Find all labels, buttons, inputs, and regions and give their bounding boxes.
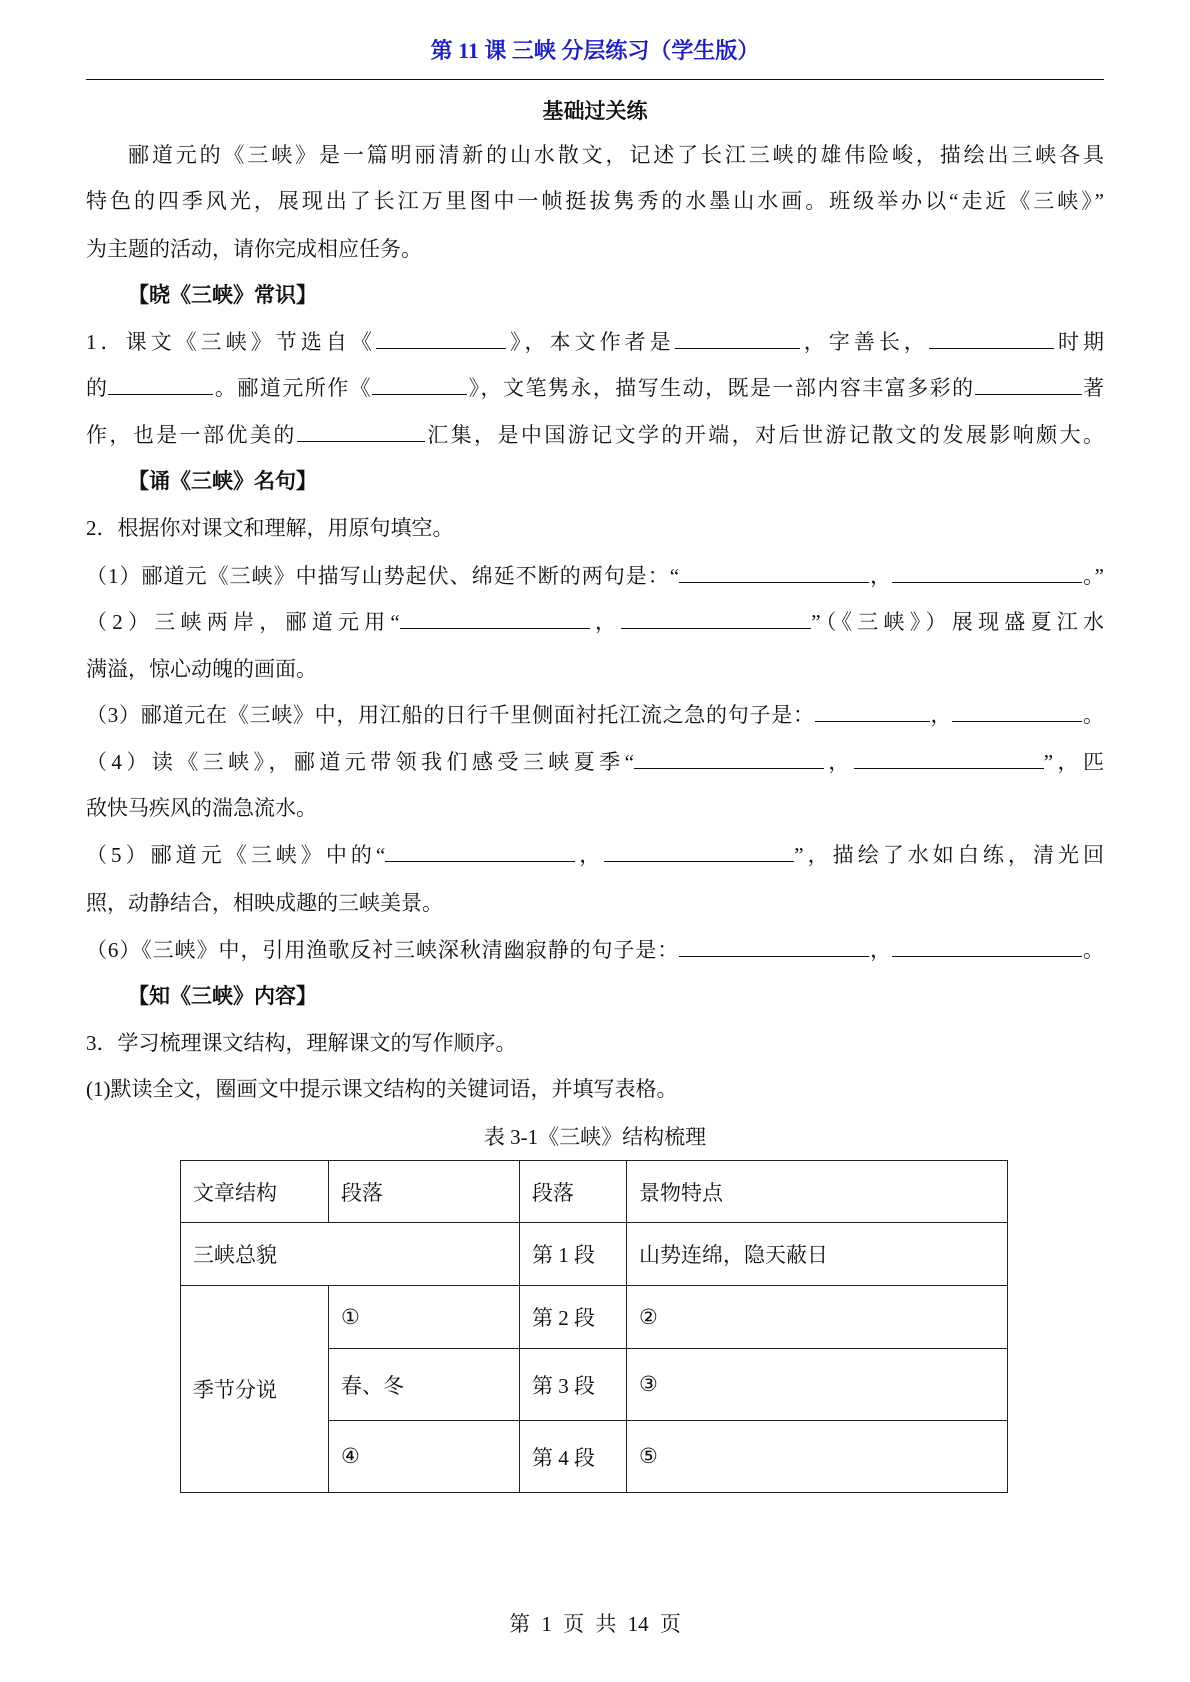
header-cell: 段落: [520, 1161, 627, 1223]
season-cell[interactable]: ①: [329, 1286, 520, 1349]
intro-line: 为主题的活动，请你完成相应任务。: [86, 237, 422, 261]
answer-blank[interactable]: [372, 374, 467, 395]
exercise-line: [86, 328, 1104, 356]
exercise-line: [86, 794, 1104, 822]
line-text: 【知《三峡》内容】: [128, 984, 317, 1008]
intro-line: 郦道元的《三峡》是一篇明丽清新的山水散文，记述了长江三峡的雄伟险峻，描绘出三峡各具: [128, 143, 1104, 167]
line-text: ，: [575, 843, 605, 867]
exercise-line: [86, 841, 1104, 869]
answer-blank[interactable]: [385, 841, 575, 862]
header-cell: 景物特点: [627, 1161, 1008, 1223]
paragraph-cell: 第 4 段: [520, 1421, 627, 1493]
answer-blank[interactable]: [400, 608, 590, 629]
answer-blank[interactable]: [604, 841, 794, 862]
line-text: （3）郦道元在《三峡》中，用江船的日行千里侧面衬托江流之急的句子是：: [86, 703, 815, 727]
answer-blank[interactable]: [854, 748, 1044, 769]
line-text: 》，文笔隽永，描写生动，既是一部内容丰富多彩的: [467, 376, 975, 400]
document-title: 第 11 课 三峡 分层练习（学生版）: [430, 38, 760, 63]
answer-blank[interactable]: [108, 374, 213, 395]
line-text: ，: [869, 564, 893, 588]
feature-cell[interactable]: ②: [627, 1286, 1008, 1349]
line-text: 敌快马疾风的湍急流水。: [86, 796, 317, 820]
line-text: 【诵《三峡》名句】: [128, 469, 317, 493]
line-text: ”，匹: [1043, 750, 1104, 774]
line-text: （4）读《三峡》，郦道元带领我们感受三峡夏季“: [86, 750, 634, 774]
table-row: [181, 1223, 1008, 1286]
line-text: ，: [929, 703, 953, 727]
table-row: [181, 1286, 1008, 1349]
line-text: (1)默读全文，圈画文中提示课文结构的关键词语，并填写表格。: [86, 1077, 678, 1101]
line-text: ”，描绘了水如白练，清光回: [794, 843, 1104, 867]
subsection-heading: [128, 467, 1146, 495]
structure-table: [180, 1160, 1008, 1493]
feature-cell: 山势连绵，隐天蔽日: [627, 1223, 1008, 1286]
line-text: （1）郦道元《三峡》中描写山势起伏、绵延不断的两句是：“: [86, 564, 680, 588]
line-text: ，: [589, 610, 622, 634]
answer-blank[interactable]: [621, 608, 811, 629]
line-text: 照，动静结合，相映成趣的三峡美景。: [86, 891, 443, 915]
answer-blank[interactable]: [297, 421, 425, 442]
answer-blank[interactable]: [975, 374, 1082, 395]
answer-blank[interactable]: [929, 328, 1054, 349]
line-text: 的: [86, 376, 109, 400]
season-cell[interactable]: ④: [329, 1421, 520, 1493]
season-cell: 春、冬: [329, 1349, 520, 1421]
page-footer: 第 1 页 共 14 页: [509, 1612, 681, 1636]
structure-cell: 三峡总貌: [181, 1223, 520, 1286]
table-header-row: [181, 1161, 1008, 1223]
line-text: ，字善长，: [799, 330, 929, 354]
exercise-line: [86, 936, 1104, 964]
line-text: 。: [1082, 938, 1104, 962]
line-text: ，: [869, 938, 893, 962]
answer-blank[interactable]: [376, 328, 506, 349]
line-text: 【晓《三峡》常识】: [128, 283, 317, 307]
answer-blank[interactable]: [679, 936, 869, 957]
line-text: 。”: [1082, 564, 1104, 588]
line-text: 》，本文作者是: [505, 330, 675, 354]
exercise-line: [86, 608, 1104, 636]
line-text: 2．根据你对课文和理解，用原句填空。: [86, 516, 454, 540]
exercise-line: [86, 514, 1104, 542]
header-cell: 段落: [329, 1161, 520, 1223]
line-text: （6）《三峡》中，引用渔歌反衬三峡深秋清幽寂静的句子是：: [86, 938, 680, 962]
exercise-line: [86, 889, 1104, 917]
line-text: 1．课文《三峡》节选自《: [86, 330, 376, 354]
paragraph-cell: 第 3 段: [520, 1349, 627, 1421]
subsection-heading: [128, 982, 1146, 1010]
exercise-line: [86, 655, 1104, 683]
line-text: 著: [1081, 376, 1104, 400]
exercise-line: [86, 562, 1104, 590]
paragraph-cell: 第 1 段: [520, 1223, 627, 1286]
feature-cell[interactable]: ③: [627, 1349, 1008, 1421]
line-text: 作，也是一部优美的: [86, 423, 297, 447]
answer-blank[interactable]: [815, 701, 930, 722]
answer-blank[interactable]: [952, 701, 1082, 722]
answer-blank[interactable]: [634, 748, 824, 769]
exercise-line: [86, 748, 1104, 776]
line-text: ，: [823, 750, 854, 774]
line-text: 。郦道元所作《: [213, 376, 373, 400]
exercise-line: [86, 1029, 1104, 1057]
line-text: 。: [1082, 703, 1104, 727]
line-text: 满溢，惊心动魄的画面。: [86, 657, 317, 681]
feature-cell[interactable]: ⑤: [627, 1421, 1008, 1493]
intro-line: 特色的四季风光，展现出了长江万里图中一帧挺拔隽秀的水墨山水画。班级举办以“走近《三峡》”: [86, 189, 1104, 213]
line-text: ”（《三峡》）展现盛夏江水: [811, 610, 1104, 634]
exercise-line: [86, 421, 1104, 449]
header-rule: [86, 79, 1104, 80]
section-heading: 基础过关练: [542, 99, 648, 123]
exercise-line: [86, 701, 1104, 729]
answer-blank[interactable]: [892, 936, 1082, 957]
subsection-heading: [128, 281, 1146, 309]
structure-cell: 季节分说: [181, 1286, 329, 1493]
line-text: 时期: [1053, 330, 1104, 354]
header-cell: 文章结构: [181, 1161, 329, 1223]
line-text: 汇集，是中国游记文学的开端，对后世游记散文的发展影响颇大。: [424, 423, 1104, 447]
exercise-line: [86, 374, 1104, 402]
answer-blank[interactable]: [892, 562, 1082, 583]
answer-blank[interactable]: [675, 328, 800, 349]
exercise-line: [86, 1075, 1104, 1103]
line-text: 3．学习梳理课文结构，理解课文的写作顺序。: [86, 1031, 517, 1055]
line-text: （2）三峡两岸，郦道元用“: [86, 610, 400, 634]
answer-blank[interactable]: [679, 562, 869, 583]
line-text: （5）郦道元《三峡》中的“: [86, 843, 386, 867]
table-caption: 表 3-1《三峡》结构梳理: [483, 1125, 707, 1149]
paragraph-cell: 第 2 段: [520, 1286, 627, 1349]
